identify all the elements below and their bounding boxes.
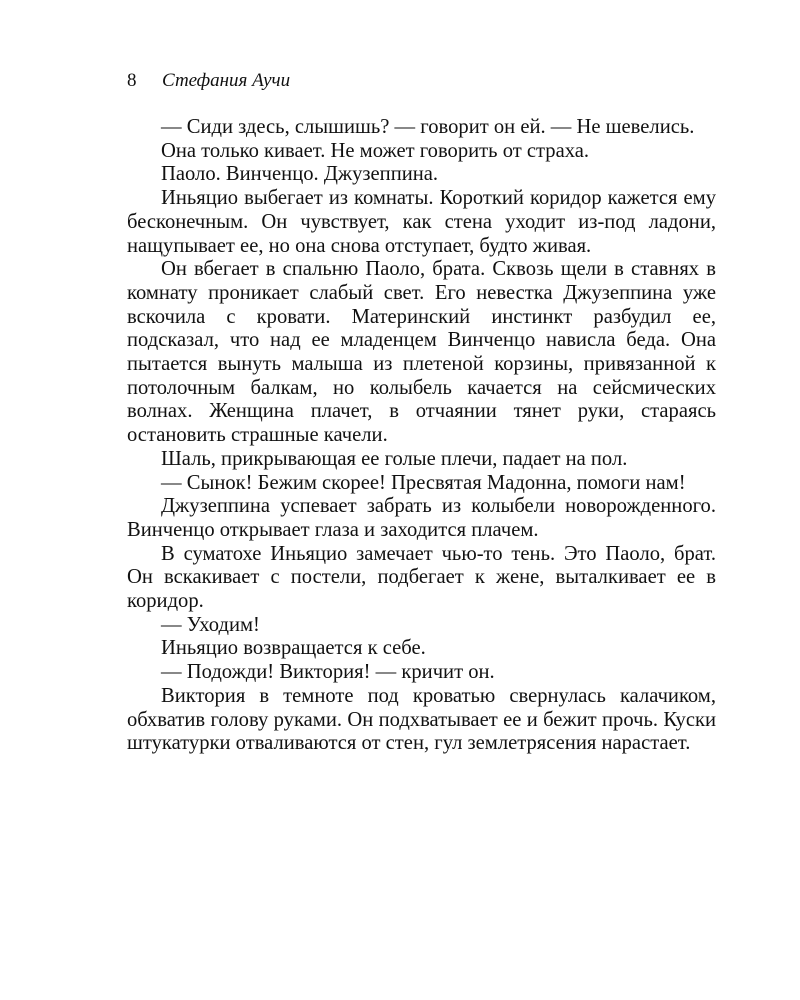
paragraph: Паоло. Винченцо. Джузеппина. <box>161 163 439 186</box>
page-number: 8 <box>127 70 137 91</box>
page-header <box>127 70 716 100</box>
paragraph: — Подожди! Виктория! — кричит он. <box>161 661 495 684</box>
paragraph: В суматохе Иньяцио замечает чью-то тень. Это Паоло, брат. Он вскакивает с постели, подбегает к жене, выталкивает ее в коридор. <box>127 542 716 613</box>
running-head-author: Стефания Аучи <box>162 70 291 91</box>
paragraph: — Сиди здесь, слышишь? — говорит он ей. — Не шевелись. <box>161 116 695 138</box>
paragraph: Он вбегает в спальню Паоло, брата. Сквозь щели в ставнях в комнату проникает слабый свет. Его невестка Джузеппина уже вскочила с кровати. Материнский инстинкт разбудил ее, подсказал, что над ее младенцем Винченцо нависла беда. Она пытается вынуть малыша из плетеной корзины, привязанной к потолочным балкам, но колыбель качается на сейсмических волнах. Женщина плачет, в отчаянии тянет руки, стараясь остановить страшные качели. <box>127 258 716 447</box>
paragraph: Виктория в темноте под кроватью свернулась калачиком, обхватив голову руками. Он подхватывает ее и бежит прочь. Куски штукатурки отваливаются от стен, гул землетрясения нарастает. <box>127 684 716 755</box>
paragraph: Она только кивает. Не может говорить от страха. <box>161 139 590 162</box>
book-page <box>127 70 716 756</box>
paragraph: Шаль, прикрывающая ее голые плечи, падает на пол. <box>161 447 628 470</box>
body-text <box>127 116 716 756</box>
paragraph: — Сынок! Бежим скорее! Пресвятая Мадонна, помоги нам! <box>161 471 686 494</box>
paragraph: Иньяцио возвращается к себе. <box>161 637 426 660</box>
paragraph: — Уходим! <box>161 613 260 636</box>
paragraph: Иньяцио выбегает из комнаты. Короткий коридор кажется ему бесконечным. Он чувствует, как стена уходит из-под ладони, нащупывает ее, но она снова отступает, будто живая. <box>127 187 716 257</box>
paragraph: Джузеппина успевает забрать из колыбели новорожденного. Винченцо открывает глаза и заходится плачем. <box>127 495 716 541</box>
